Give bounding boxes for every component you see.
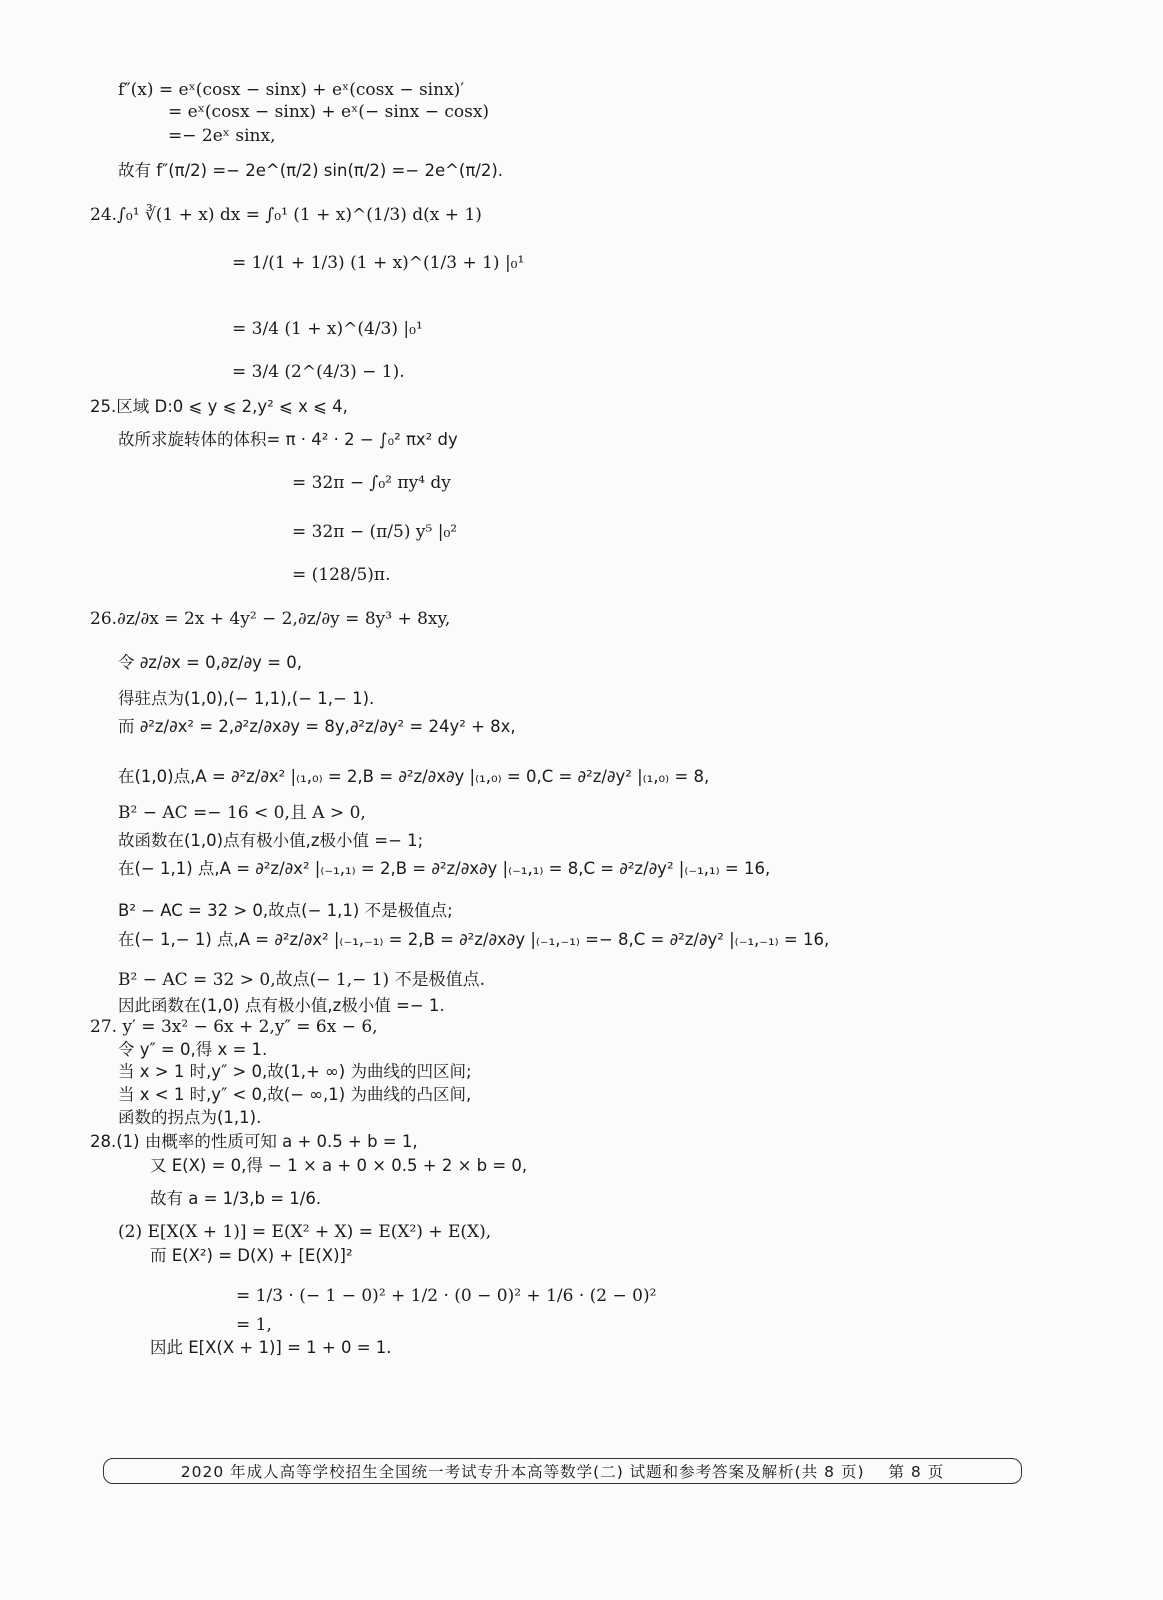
solution-line: B² − AC =− 16 < 0,且 A > 0, [118,803,366,823]
solution-line: 得驻点为(1,0),(− 1,1),(− 1,− 1). [118,689,375,708]
solution-line: 因此函数在(1,0) 点有极小值,z极小值 =− 1. [118,996,445,1015]
question-26-line: 26.∂z/∂x = 2x + 4y² − 2,∂z/∂y = 8y³ + 8xy, [90,609,451,629]
solution-line: 当 x < 1 时,y″ < 0,故(− ∞,1) 为曲线的凸区间, [118,1085,472,1104]
solution-line: 故所求旋转体的体积= π · 4² · 2 − ∫₀² πx² dy [118,430,458,449]
solution-line: B² − AC = 32 > 0,故点(− 1,1) 不是极值点; [118,901,453,920]
solution-line: 故有 a = 1/3,b = 1/6. [150,1189,322,1208]
solution-line: =− 2eˣ sinx, [168,126,276,146]
solution-line: = 32π − ∫₀² πy⁴ dy [292,473,451,493]
solution-line: = 32π − (π/5) y⁵ |₀² [292,522,458,542]
solution-line: 函数的拐点为(1,1). [118,1108,262,1127]
footer-title: 2020 年成人高等学校招生全国统一考试专升本高等数学(二) 试题和参考答案及解析(共 8 页) [180,1463,865,1481]
solution-line: = 1/3 · (− 1 − 0)² + 1/2 · (0 − 0)² + 1/6 · (2 − 0)² [236,1286,657,1306]
solution-line: (2) E[X(X + 1)] = E(X² + X) = E(X²) + E(X), [118,1222,492,1242]
question-27-line: 27. y′ = 3x² − 6x + 2,y″ = 6x − 6, [90,1017,378,1037]
solution-line: 故函数在(1,0)点有极小值,z极小值 =− 1; [118,831,424,850]
solution-line: 令 ∂z/∂x = 0,∂z/∂y = 0, [118,653,302,672]
question-24-line: 24.∫₀¹ ∛(1 + x) dx = ∫₀¹ (1 + x)^(1/3) d(x + 1) [90,205,482,225]
solution-line: 在(− 1,− 1) 点,A = ∂²z/∂x² |₍₋₁,₋₁₎ = 2,B = ∂²z/∂x∂y |₍₋₁,₋₁₎ =− 8,C = ∂²z/∂y² |₍₋₁,₋₁₎ = 16, [118,930,830,949]
solution-line: = 3/4 (2^(4/3) − 1). [232,362,405,382]
solution-line: = 1/(1 + 1/3) (1 + x)^(1/3 + 1) |₀¹ [232,253,525,273]
solution-line: 在(1,0)点,A = ∂²z/∂x² |₍₁,₀₎ = 2,B = ∂²z/∂x∂y |₍₁,₀₎ = 0,C = ∂²z/∂y² |₍₁,₀₎ = 8, [118,767,710,786]
solution-line: 因此 E[X(X + 1)] = 1 + 0 = 1. [150,1338,392,1357]
solution-line: B² − AC = 32 > 0,故点(− 1,− 1) 不是极值点. [118,970,486,990]
solution-line: = 1, [236,1315,272,1335]
solution-line: 而 E(X²) = D(X) + [E(X)]² [150,1246,353,1265]
page-number: 第 8 页 [888,1463,945,1481]
solution-line: 故有 f″(π/2) =− 2e^(π/2) sin(π/2) =− 2e^(π/2). [118,161,504,180]
solution-line: 又 E(X) = 0,得 − 1 × a + 0 × 0.5 + 2 × b = 0, [150,1156,528,1175]
solution-line: f″(x) = eˣ(cosx − sinx) + eˣ(cosx − sinx)′ [118,80,465,100]
page-footer [103,1458,1022,1484]
solution-line: = eˣ(cosx − sinx) + eˣ(− sinx − cosx) [168,102,490,122]
solution-line: = (128/5)π. [292,565,391,585]
solution-line: 当 x > 1 时,y″ > 0,故(1,+ ∞) 为曲线的凹区间; [118,1062,472,1081]
solution-line: = 3/4 (1 + x)^(4/3) |₀¹ [232,319,423,339]
solution-line: 在(− 1,1) 点,A = ∂²z/∂x² |₍₋₁,₁₎ = 2,B = ∂²z/∂x∂y |₍₋₁,₁₎ = 8,C = ∂²z/∂y² |₍₋₁,₁₎ = 16, [118,859,771,878]
solution-line: 令 y″ = 0,得 x = 1. [118,1040,268,1059]
solution-line: 而 ∂²z/∂x² = 2,∂²z/∂x∂y = 8y,∂²z/∂y² = 24y² + 8x, [118,717,516,736]
question-28-line: 28.(1) 由概率的性质可知 a + 0.5 + b = 1, [90,1132,418,1151]
question-25-line: 25.区域 D:0 ⩽ y ⩽ 2,y² ⩽ x ⩽ 4, [90,397,348,416]
